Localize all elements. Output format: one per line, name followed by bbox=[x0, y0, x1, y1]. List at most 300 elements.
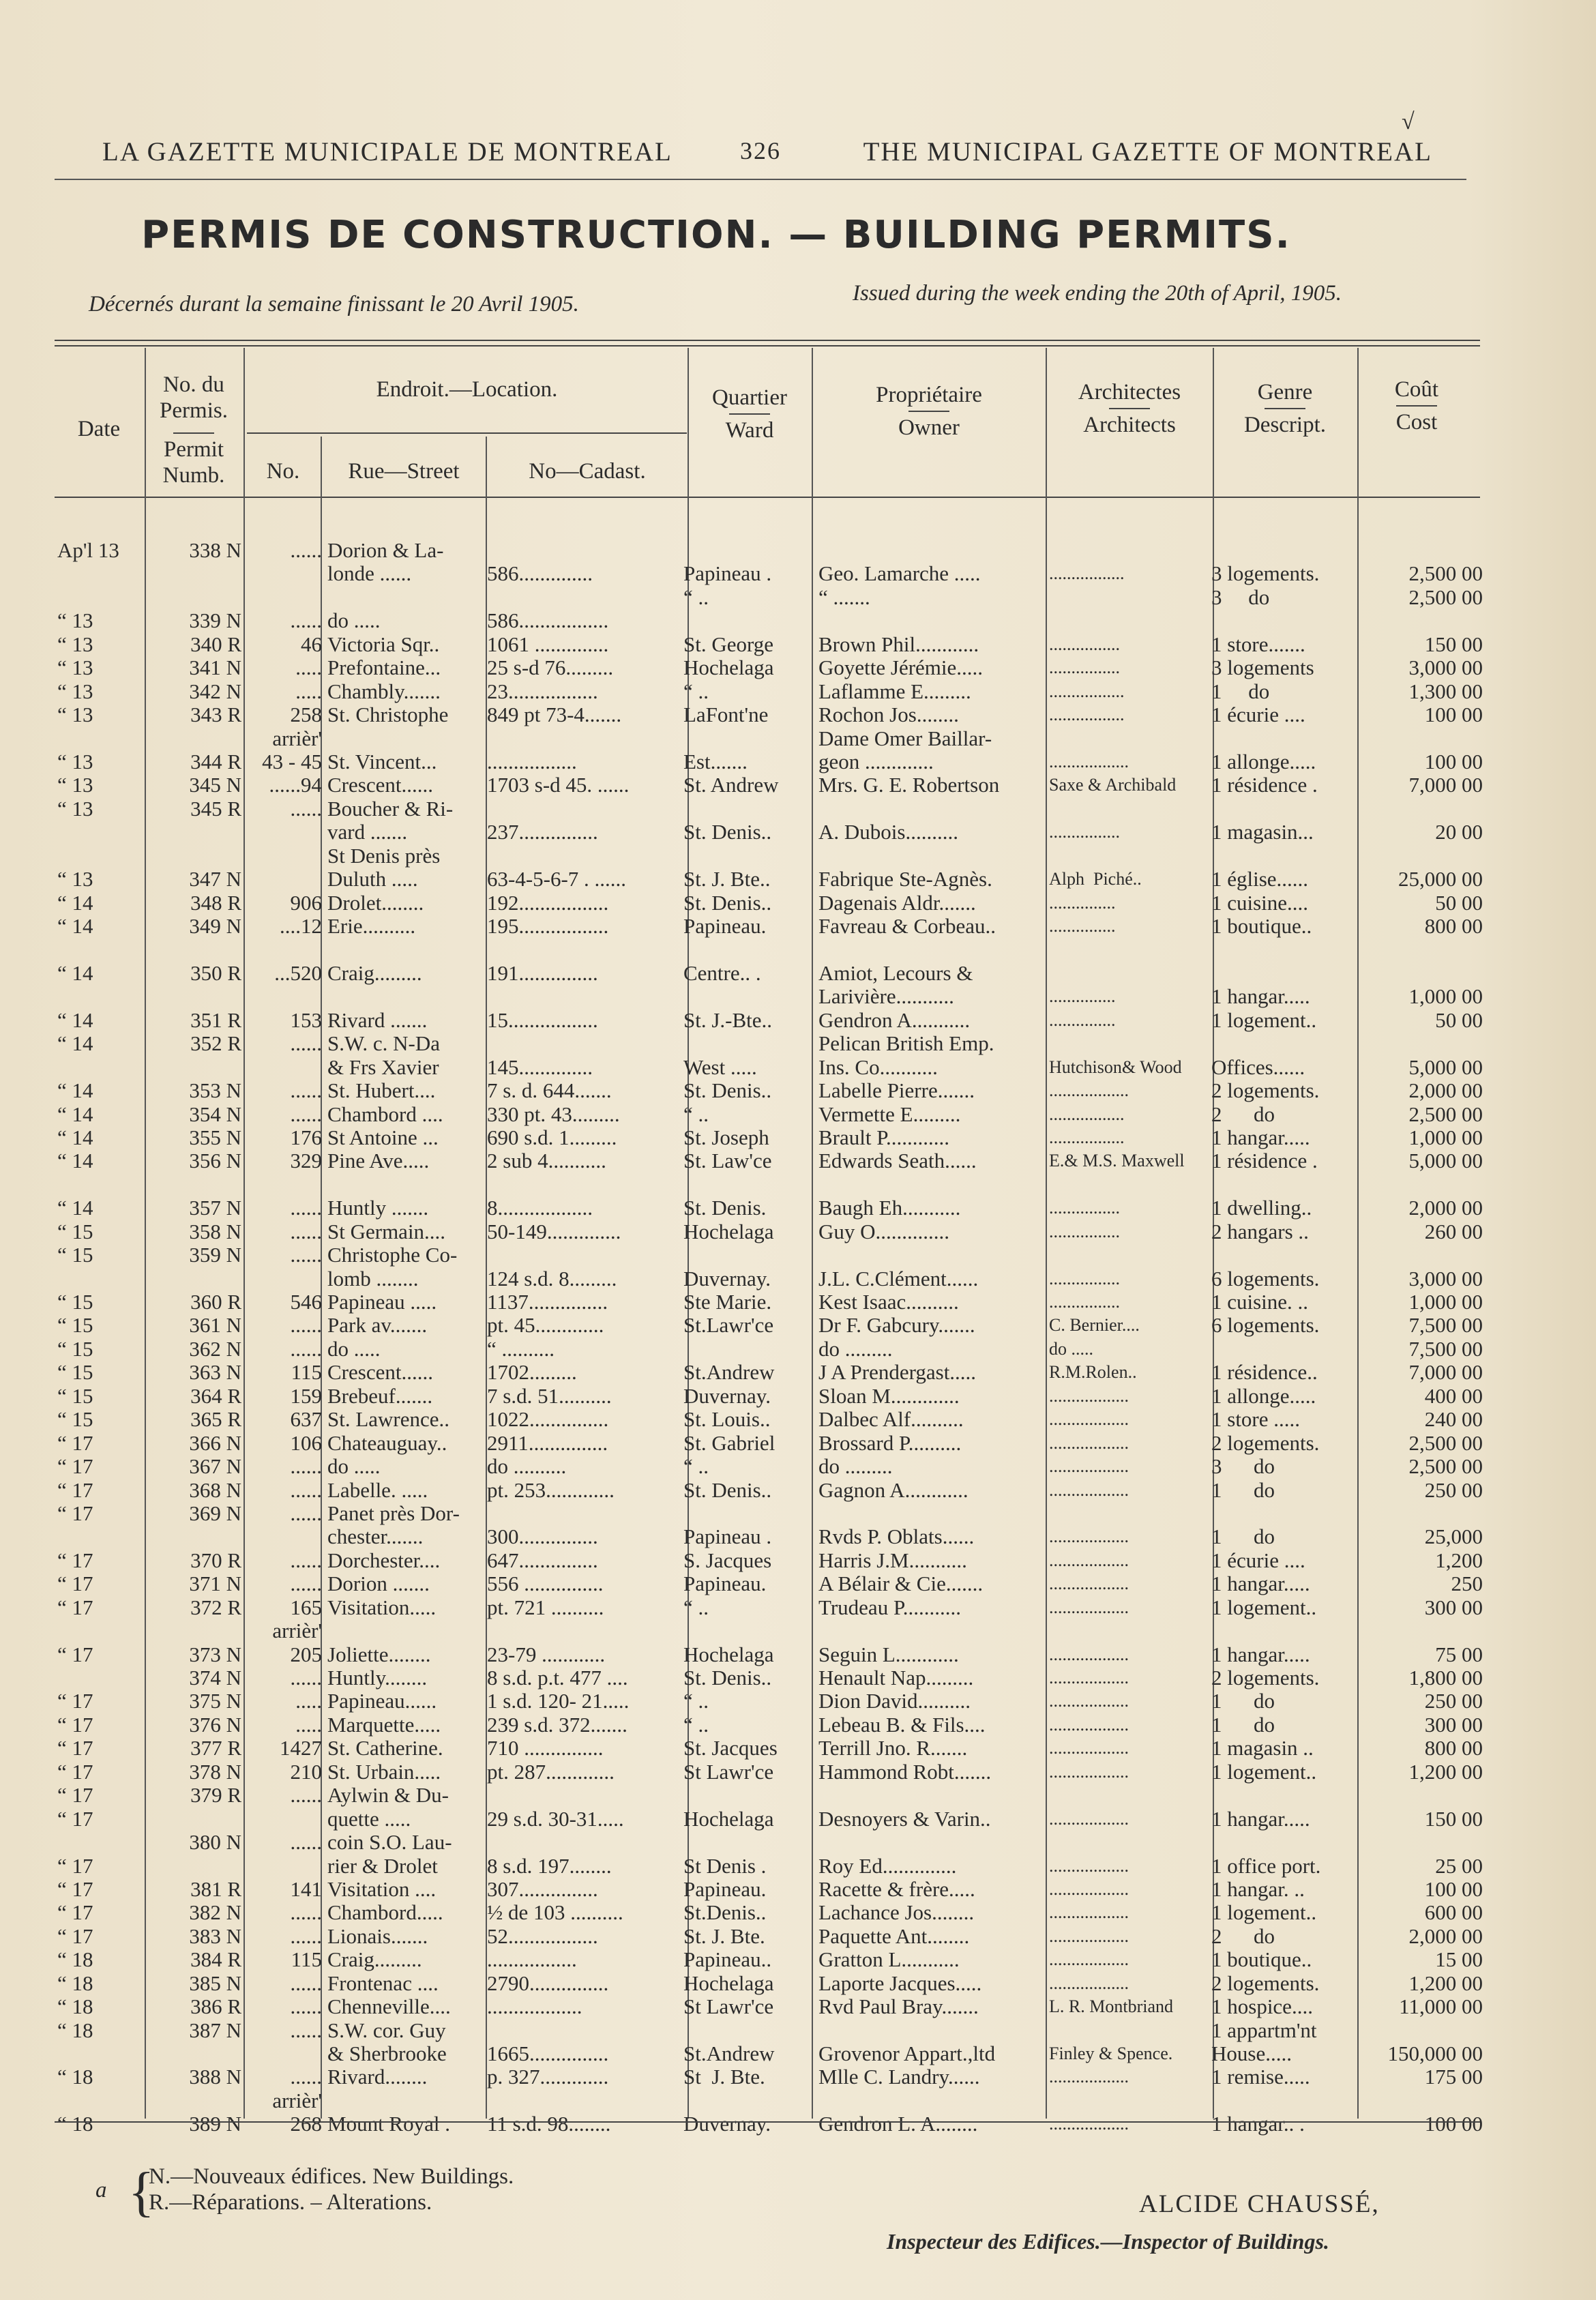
table-row bbox=[55, 1267, 1510, 1291]
street-number-cell bbox=[244, 1173, 325, 1196]
table-row bbox=[55, 750, 1510, 773]
cadastre-cell bbox=[484, 985, 681, 1008]
date-cell bbox=[55, 586, 146, 609]
owner-cell: “ ....... bbox=[818, 585, 870, 609]
owner-cell: Roy Ed.............. bbox=[818, 1854, 957, 1878]
description-cell: 1 écurie .... bbox=[1211, 1548, 1305, 1572]
ward-cell bbox=[681, 844, 816, 868]
table-row bbox=[55, 656, 1510, 679]
description-cell: 1 hangar..... bbox=[1211, 1125, 1310, 1149]
cost-cell: 175 00 bbox=[1424, 2065, 1483, 2089]
street-cell: Craig......... bbox=[327, 961, 422, 985]
date-cell: “ 14 bbox=[57, 1102, 93, 1126]
date-cell: “ 15 bbox=[57, 1291, 93, 1314]
architect-cell: C. Bernier.... bbox=[1049, 1315, 1140, 1336]
street-number-cell: ...... bbox=[290, 1572, 322, 1596]
architect-cell: .................. bbox=[1049, 1432, 1129, 1453]
permit-number-cell: 359 N bbox=[189, 1243, 241, 1267]
table-row bbox=[55, 1385, 1510, 1408]
table-row bbox=[55, 1784, 1510, 1807]
description-cell: 2 do bbox=[1211, 1924, 1275, 1948]
owner-cell: Dame Omer Baillar- bbox=[818, 726, 992, 750]
permit-number-cell: 372 R bbox=[190, 1595, 241, 1619]
ward-cell: “ .. bbox=[683, 1713, 709, 1737]
table-row bbox=[55, 868, 1510, 891]
cadastre-cell bbox=[484, 1831, 681, 1854]
cadastre-cell: 23-79 ............ bbox=[487, 1642, 606, 1666]
ward-cell: St.Denis.. bbox=[683, 1901, 767, 1925]
ward-cell bbox=[681, 985, 816, 1008]
date-cell: “ 15 bbox=[57, 1337, 93, 1361]
permit-number-cell bbox=[146, 844, 244, 868]
owner-cell: Seguin L............ bbox=[818, 1642, 959, 1666]
street-cell: Mount Royal . bbox=[327, 2112, 450, 2136]
description-cell bbox=[1209, 1619, 1357, 1642]
header-dash bbox=[729, 413, 770, 415]
ward-cell bbox=[681, 1784, 816, 1807]
date-cell: “ 17 bbox=[57, 1784, 93, 1808]
permit-number-cell bbox=[146, 1056, 244, 1079]
ward-cell: St. George bbox=[683, 632, 774, 656]
street-number-cell bbox=[244, 868, 325, 891]
permit-number-cell: 343 R bbox=[190, 703, 241, 727]
table-row bbox=[55, 1009, 1510, 1032]
owner-cell: Gagnon A............ bbox=[818, 1478, 969, 1502]
cadastre-cell: 300............... bbox=[487, 1525, 598, 1549]
description-cell: 1 hangar..... bbox=[1211, 1807, 1310, 1831]
street-cell: Joliette........ bbox=[327, 1642, 431, 1666]
architect-cell bbox=[1046, 609, 1209, 632]
permit-number-cell bbox=[146, 821, 244, 844]
owner-cell bbox=[816, 1173, 1046, 1196]
permit-number-cell: 342 N bbox=[189, 679, 241, 703]
owner-cell: Rochon Jos........ bbox=[818, 703, 959, 727]
architect-cell: Finley & Spence. bbox=[1049, 2044, 1173, 2063]
date-cell: “ 17 bbox=[57, 1713, 93, 1737]
cost-cell bbox=[1357, 962, 1510, 985]
street-cell: Crescent...... bbox=[327, 1361, 433, 1385]
architect-cell: ................ bbox=[1049, 634, 1120, 654]
ward-cell: “ .. bbox=[683, 1455, 709, 1479]
street-cell: lomb ........ bbox=[327, 1267, 419, 1291]
street-cell bbox=[325, 727, 484, 750]
architect-cell: ............... bbox=[1049, 916, 1116, 936]
cadastre-cell bbox=[484, 938, 681, 961]
permit-number-cell: 373 N bbox=[189, 1642, 241, 1666]
permit-number-cell: 389 N bbox=[189, 2112, 241, 2136]
architect-cell bbox=[1046, 2019, 1209, 2042]
date-cell: “ 14 bbox=[57, 1079, 93, 1103]
ward-cell bbox=[681, 797, 816, 821]
architect-cell: ................ bbox=[1049, 1292, 1120, 1312]
owner-cell: Desnoyers & Varin.. bbox=[818, 1807, 991, 1831]
cost-cell bbox=[1357, 1619, 1510, 1642]
date-cell: “ 13 bbox=[57, 703, 93, 727]
architect-cell: .................. bbox=[1049, 1644, 1129, 1664]
owner-cell: Mlle C. Landry...... bbox=[818, 2065, 980, 2089]
street-cell: & Sherbrooke bbox=[327, 2042, 447, 2065]
ward-cell: Hochelaga bbox=[683, 656, 774, 680]
cost-cell: 5,000 00 bbox=[1408, 1055, 1483, 1079]
permit-number-cell: 349 N bbox=[189, 915, 241, 938]
description-cell: 1 résidence . bbox=[1211, 773, 1318, 797]
ward-cell: St.Andrew bbox=[683, 2042, 775, 2065]
street-number-cell: ...... bbox=[290, 1220, 322, 1243]
table-row bbox=[55, 609, 1510, 632]
street-cell bbox=[325, 938, 484, 961]
architect-cell bbox=[1046, 1619, 1209, 1642]
table-row bbox=[55, 1173, 1510, 1196]
ward-cell bbox=[681, 1619, 816, 1642]
date-cell: “ 17 bbox=[57, 1807, 93, 1831]
cost-cell: 300 00 bbox=[1424, 1713, 1483, 1737]
street-cell: do ..... bbox=[327, 1337, 381, 1361]
street-cell: Dorion & La- bbox=[327, 539, 444, 562]
date-cell: “ 17 bbox=[57, 1924, 93, 1948]
cost-cell: 800 00 bbox=[1424, 1737, 1483, 1760]
street-cell: chester....... bbox=[327, 1525, 424, 1549]
description-cell: 2 logements. bbox=[1211, 1666, 1320, 1690]
cadastre-cell: 8.................. bbox=[487, 1196, 593, 1220]
street-number-cell: ...... bbox=[290, 1032, 322, 1056]
architect-cell bbox=[1046, 797, 1209, 821]
description-cell: 1 église...... bbox=[1211, 868, 1309, 891]
description-cell: 3 logements bbox=[1211, 656, 1314, 680]
cost-cell: 50 00 bbox=[1435, 891, 1483, 915]
street-number-cell: ...... bbox=[290, 1337, 322, 1361]
date-cell: “ 14 bbox=[57, 961, 93, 985]
cadastre-cell: 195................. bbox=[487, 915, 609, 938]
cost-cell bbox=[1357, 727, 1510, 750]
cost-cell: 250 00 bbox=[1424, 1690, 1483, 1713]
owner-cell: Harris J.M........... bbox=[818, 1548, 967, 1572]
table-row bbox=[55, 586, 1510, 609]
cost-cell: 600 00 bbox=[1424, 1901, 1483, 1925]
cost-cell: 1,000 00 bbox=[1408, 1291, 1483, 1314]
table-row bbox=[55, 797, 1510, 821]
architect-cell bbox=[1046, 1784, 1209, 1807]
street-cell: Craig......... bbox=[327, 1948, 422, 1972]
cadastre-cell bbox=[484, 1784, 681, 1807]
ward-cell: “ .. bbox=[683, 1595, 709, 1619]
ward-cell: Duvernay. bbox=[683, 1384, 771, 1408]
table-row bbox=[55, 1995, 1510, 2018]
date-cell bbox=[55, 1267, 146, 1291]
date-cell: “ 17 bbox=[57, 1595, 93, 1619]
street-number-cell: ...... bbox=[290, 609, 322, 633]
owner-cell: Mrs. G. E. Robertson bbox=[818, 773, 1000, 797]
cost-cell: 75 00 bbox=[1435, 1642, 1483, 1666]
architect-cell: .................. bbox=[1049, 1574, 1129, 1594]
cadastre-cell: 29 s.d. 30-31..... bbox=[487, 1807, 624, 1831]
permit-number-cell bbox=[146, 562, 244, 585]
date-cell bbox=[55, 985, 146, 1008]
date-cell bbox=[55, 562, 146, 585]
owner-cell bbox=[816, 797, 1046, 821]
cadastre-cell bbox=[484, 539, 681, 562]
cost-cell: 1,200 00 bbox=[1408, 1971, 1483, 1995]
table-row bbox=[55, 1079, 1510, 1102]
street-number-cell: 43 - 45 bbox=[262, 750, 322, 773]
permit-number-cell bbox=[146, 985, 244, 1008]
date-cell: “ 15 bbox=[57, 1384, 93, 1408]
description-cell: 2 logements. bbox=[1211, 1971, 1320, 1995]
permit-number-cell: 381 R bbox=[190, 1877, 241, 1901]
architect-cell: .................. bbox=[1049, 1668, 1129, 1687]
street-number-cell bbox=[244, 562, 325, 585]
column-header-ward: Quartier Ward bbox=[712, 385, 787, 443]
ward-cell: St. Denis. bbox=[683, 1196, 767, 1220]
cost-cell: 2,500 00 bbox=[1408, 1455, 1483, 1479]
description-cell: 1 magasin... bbox=[1211, 821, 1314, 844]
permits-table-body bbox=[55, 539, 1510, 2136]
owner-cell: Brown Phil............ bbox=[818, 632, 979, 656]
cadastre-cell: 192................. bbox=[487, 891, 609, 915]
street-cell: S.W. cor. Guy bbox=[327, 2018, 446, 2042]
owner-cell: Favreau & Corbeau.. bbox=[818, 915, 996, 938]
cost-cell: 2,000 00 bbox=[1408, 1196, 1483, 1220]
table-row bbox=[55, 938, 1510, 961]
description-cell bbox=[1209, 1502, 1357, 1525]
date-cell: “ 13 bbox=[57, 773, 93, 797]
architect-cell: .................. bbox=[1049, 1855, 1129, 1876]
table-row bbox=[55, 1619, 1510, 1642]
permit-number-cell: 374 N bbox=[189, 1666, 241, 1690]
cadastre-cell: ½ de 103 .......... bbox=[487, 1901, 623, 1925]
date-cell bbox=[55, 727, 146, 750]
street-cell: Papineau ..... bbox=[327, 1291, 437, 1314]
header-dash bbox=[908, 411, 949, 412]
ward-cell: “ .. bbox=[683, 1102, 709, 1126]
street-number-cell: ..... bbox=[295, 679, 322, 703]
permit-number-cell: 351 R bbox=[190, 1008, 241, 1032]
ward-cell: St. Denis.. bbox=[683, 1478, 772, 1502]
permit-number-cell: 345 R bbox=[190, 797, 241, 821]
legend-new-buildings: N.—Nouveaux édifices. New Buildings. bbox=[149, 2164, 514, 2189]
cost-cell bbox=[1357, 844, 1510, 868]
cadastre-cell: do .......... bbox=[487, 1455, 567, 1479]
permit-number-cell: 384 R bbox=[190, 1948, 241, 1972]
description-cell: 1 remise..... bbox=[1211, 2065, 1310, 2089]
permit-number-cell bbox=[146, 2042, 244, 2065]
cost-cell: 1,300 00 bbox=[1408, 679, 1483, 703]
cadastre-cell: 124 s.d. 8......... bbox=[487, 1267, 617, 1291]
street-number-cell: 141 bbox=[290, 1877, 322, 1901]
column-header-permit-en: Permit Numb. bbox=[146, 430, 241, 488]
architect-cell: ................ bbox=[1049, 1221, 1120, 1241]
ward-cell: West ..... bbox=[683, 1055, 757, 1079]
street-number-cell: ...... bbox=[290, 1079, 322, 1103]
street-cell: Chambord..... bbox=[327, 1901, 443, 1925]
ward-cell bbox=[681, 1173, 816, 1196]
street-number-cell: ...... bbox=[290, 1478, 322, 1502]
description-cell bbox=[1209, 1173, 1357, 1196]
legend-alterations: R.—Réparations. – Alterations. bbox=[149, 2190, 432, 2215]
table-row bbox=[55, 1056, 1510, 1079]
table-row bbox=[55, 1314, 1510, 1337]
description-cell bbox=[1209, 1243, 1357, 1267]
permit-number-cell bbox=[146, 1619, 244, 1642]
permits-table bbox=[55, 539, 1510, 2136]
header-right: THE MUNICIPAL GAZETTE OF MONTREAL bbox=[863, 137, 1432, 166]
description-cell: 6 logements. bbox=[1211, 1314, 1320, 1338]
description-cell: 1 hangar..... bbox=[1211, 1572, 1310, 1596]
street-cell: Erie.......... bbox=[327, 915, 416, 938]
street-number-cell bbox=[244, 586, 325, 609]
permit-number-cell: 344 R bbox=[190, 750, 241, 773]
table-row bbox=[55, 1196, 1510, 1220]
subtitle-french: Décernés durant la semaine finissant le 20 Avril 1905. bbox=[89, 292, 579, 316]
ward-cell: St. Andrew bbox=[683, 773, 779, 797]
street-cell: Huntly........ bbox=[327, 1666, 428, 1690]
date-cell: “ 13 bbox=[57, 679, 93, 703]
owner-cell: Dion David.......... bbox=[818, 1690, 971, 1713]
description-cell: 1 écurie .... bbox=[1211, 703, 1305, 727]
architect-cell: .................. bbox=[1049, 1761, 1129, 1782]
permit-number-cell: 364 R bbox=[190, 1384, 241, 1408]
date-cell: “ 17 bbox=[57, 1455, 93, 1479]
ward-cell: St. Gabriel bbox=[683, 1431, 775, 1455]
architect-cell: .................. bbox=[1049, 1691, 1129, 1711]
cadastre-cell: 1703 s-d 45. ...... bbox=[487, 773, 630, 797]
table-row bbox=[55, 1643, 1510, 1666]
cost-cell: 300 00 bbox=[1424, 1595, 1483, 1619]
date-cell bbox=[55, 1666, 146, 1690]
ward-cell bbox=[681, 1032, 816, 1055]
street-cell: S.W. c. N-Da bbox=[327, 1032, 441, 1056]
description-cell: 1 do bbox=[1211, 1690, 1275, 1713]
cadastre-cell: 239 s.d. 372....... bbox=[487, 1713, 627, 1737]
description-cell bbox=[1209, 938, 1357, 961]
owner-cell: J.L. C.Clément...... bbox=[818, 1267, 979, 1291]
street-number-cell: 205 bbox=[290, 1642, 322, 1666]
owner-cell: Grovenor Appart.,ltd bbox=[818, 2042, 996, 2065]
cadastre-cell: 7 s.d. 51.......... bbox=[487, 1384, 612, 1408]
permit-number-cell: 339 N bbox=[189, 609, 241, 633]
cadastre-cell: 7 s. d. 644....... bbox=[487, 1079, 612, 1103]
table-row bbox=[55, 680, 1510, 703]
table-row bbox=[55, 1338, 1510, 1361]
street-cell: Papineau...... bbox=[327, 1690, 437, 1713]
cost-cell: 1,000 00 bbox=[1408, 985, 1483, 1009]
cadastre-cell: pt. 287............. bbox=[487, 1760, 615, 1784]
permit-number-cell: 367 N bbox=[189, 1455, 241, 1479]
ward-cell: LaFont'ne bbox=[683, 703, 769, 727]
owner-cell: Dr F. Gabcury....... bbox=[818, 1314, 975, 1338]
table-row bbox=[55, 844, 1510, 868]
owner-cell: Vermette E......... bbox=[818, 1102, 961, 1126]
street-cell: coin S.O. Lau- bbox=[327, 1831, 452, 1855]
table-row bbox=[55, 1479, 1510, 1502]
owner-cell bbox=[816, 539, 1046, 562]
permit-number-cell: 382 N bbox=[189, 1901, 241, 1925]
architect-cell: .................. bbox=[1049, 1479, 1129, 1500]
ward-cell: St. Denis.. bbox=[683, 1666, 772, 1690]
owner-cell: Ins. Co........... bbox=[818, 1055, 938, 1079]
owner-cell: Amiot, Lecours & bbox=[818, 961, 973, 985]
architect-cell: ................ bbox=[1049, 658, 1120, 678]
location-rule bbox=[247, 432, 687, 434]
street-cell: vard ....... bbox=[327, 821, 408, 844]
architect-cell bbox=[1046, 2089, 1209, 2112]
cadastre-cell: 52................. bbox=[487, 1924, 598, 1948]
street-cell: Christophe Co- bbox=[327, 1243, 458, 1267]
cost-cell: 25,000 00 bbox=[1398, 868, 1483, 891]
date-cell: Ap'l 13 bbox=[57, 539, 119, 562]
table-row bbox=[55, 1690, 1510, 1713]
table-row bbox=[55, 2065, 1510, 2089]
cost-cell bbox=[1357, 1173, 1510, 1196]
description-cell: 1 boutique.. bbox=[1211, 1948, 1312, 1972]
street-cell: & Frs Xavier bbox=[327, 1055, 439, 1079]
column-header-street: Rue—Street bbox=[348, 459, 460, 484]
table-row bbox=[55, 1291, 1510, 1314]
permit-number-cell bbox=[146, 1525, 244, 1548]
ward-cell: St.Andrew bbox=[683, 1361, 775, 1385]
architect-cell: .................. bbox=[1049, 1808, 1129, 1829]
column-header-cost: Coût Cost bbox=[1394, 377, 1439, 434]
cost-cell bbox=[1357, 1243, 1510, 1267]
cadastre-cell: 1022............... bbox=[487, 1408, 609, 1432]
street-cell: St. Urbain..... bbox=[327, 1760, 441, 1784]
owner-cell bbox=[816, 2019, 1046, 2042]
street-cell: Chambord .... bbox=[327, 1102, 443, 1126]
ward-cell: St. Denis.. bbox=[683, 1079, 772, 1103]
owner-cell bbox=[816, 1784, 1046, 1807]
architect-cell: ............... bbox=[1049, 1009, 1116, 1030]
date-cell: “ 18 bbox=[57, 1995, 93, 2019]
table-row bbox=[55, 1243, 1510, 1267]
permit-number-cell bbox=[146, 938, 244, 961]
permit-number-cell: 375 N bbox=[189, 1690, 241, 1713]
architect-cell: Alph Piché.. bbox=[1049, 869, 1142, 889]
description-cell: 1 do bbox=[1211, 679, 1270, 703]
description-cell: 1 do bbox=[1211, 1525, 1275, 1549]
permit-number-cell: 386 R bbox=[190, 1995, 241, 2019]
cost-cell: 7,000 00 bbox=[1408, 1361, 1483, 1385]
street-number-cell: 159 bbox=[290, 1384, 322, 1408]
owner-cell: Gratton L........... bbox=[818, 1948, 960, 1972]
permit-number-cell bbox=[146, 727, 244, 750]
ward-cell: St.Lawr'ce bbox=[683, 1314, 774, 1338]
owner-cell: Trudeau P........... bbox=[818, 1595, 961, 1619]
description-cell: 1 allonge..... bbox=[1211, 750, 1316, 773]
ward-cell: St. J.-Bte.. bbox=[683, 1008, 773, 1032]
street-number-cell: ...... bbox=[290, 1314, 322, 1338]
street-number-cell bbox=[244, 844, 325, 868]
cadastre-cell: 25 s-d 76......... bbox=[487, 656, 614, 680]
table-row bbox=[55, 1549, 1510, 1572]
owner-cell: Guy O.............. bbox=[818, 1220, 950, 1243]
table-row bbox=[55, 562, 1510, 585]
street-number-cell: arrièr' bbox=[272, 2089, 322, 2112]
ward-cell: St. Denis.. bbox=[683, 821, 772, 844]
ward-cell bbox=[681, 609, 816, 632]
street-number-cell: ...... bbox=[290, 1924, 322, 1948]
date-cell bbox=[55, 1525, 146, 1548]
street-cell bbox=[325, 2089, 484, 2112]
ward-cell: Papineau. bbox=[683, 1877, 767, 1901]
architect-cell: .................. bbox=[1049, 1738, 1129, 1758]
description-cell: 1 résidence.. bbox=[1211, 1361, 1318, 1385]
legend-lines bbox=[149, 2164, 514, 2215]
description-cell: 1 boutique.. bbox=[1211, 915, 1312, 938]
street-cell: Visitation .... bbox=[327, 1877, 437, 1901]
permit-number-cell: 350 R bbox=[190, 961, 241, 985]
owner-cell: Dagenais Aldr....... bbox=[818, 891, 976, 915]
owner-cell: do ......... bbox=[818, 1455, 893, 1479]
ward-cell: “ .. bbox=[683, 585, 709, 609]
